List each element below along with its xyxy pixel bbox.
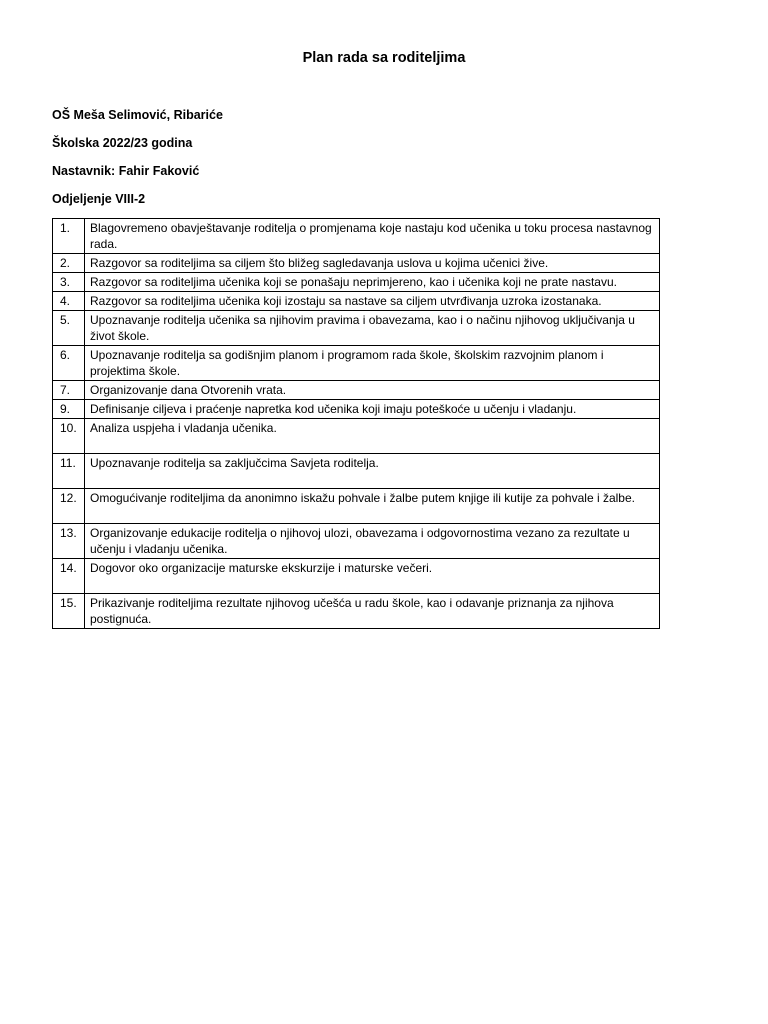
class-name: Odjeljenje VIII-2: [52, 192, 146, 206]
row-text: Dogovor oko organizacije maturske ekskurzije i maturske večeri.: [85, 559, 660, 594]
table-row: [53, 219, 660, 254]
row-text: Omogućivanje roditeljima da anonimno iskažu pohvale i žalbe putem knjige ili kutije za pohvale i žalbe.: [85, 489, 660, 524]
row-text: Razgovor sa roditeljima učenika koji se ponašaju neprimjereno, kao i učenika koji ne prate nastavu.: [85, 273, 660, 292]
row-number: 4.: [53, 292, 85, 311]
row-number: 3.: [53, 273, 85, 292]
school-name: OŠ Meša Selimović, Ribariće: [52, 108, 223, 122]
row-number: 10.: [53, 419, 85, 454]
row-text: Definisanje ciljeva i praćenje napretka kod učenika koji imaju poteškoće u učenju i vladanju.: [85, 400, 660, 419]
table-row: [53, 559, 660, 594]
table-row: [53, 254, 660, 273]
row-number: 5.: [53, 311, 85, 346]
row-text: Analiza uspjeha i vladanja učenika.: [85, 419, 660, 454]
table-row: [53, 419, 660, 454]
table-row: [53, 400, 660, 419]
table-row: [53, 273, 660, 292]
table-row: [53, 346, 660, 381]
row-text: Prikazivanje roditeljima rezultate njihovog učešća u radu škole, kao i odavanje priznanja za njihova postignuća.: [85, 594, 660, 629]
table-row: [53, 454, 660, 489]
table-row: [53, 292, 660, 311]
row-number: 2.: [53, 254, 85, 273]
row-number: 11.: [53, 454, 85, 489]
row-text: Upoznavanje roditelja sa zaključcima Savjeta roditelja.: [85, 454, 660, 489]
row-number: 6.: [53, 346, 85, 381]
table-row: [53, 381, 660, 400]
school-year: Školska 2022/23 godina: [52, 136, 193, 150]
row-number: 1.: [53, 219, 85, 254]
row-text: Razgovor sa roditeljima sa ciljem što bližeg sagledavanja uslova u kojima učenici žive.: [85, 254, 660, 273]
row-text: Razgovor sa roditeljima učenika koji izostaju sa nastave sa ciljem utvrđivanja uzroka izostanaka.: [85, 292, 660, 311]
row-number: 15.: [53, 594, 85, 629]
row-text: Organizovanje dana Otvorenih vrata.: [85, 381, 660, 400]
row-text: Upoznavanje roditelja sa godišnjim planom i programom rada škole, školskim razvojnim planom i projektima škole.: [85, 346, 660, 381]
row-text: Upoznavanje roditelja učenika sa njihovim pravima i obavezama, kao i o načinu njihovog uključivanja u život škole.: [85, 311, 660, 346]
row-text: Organizovanje edukacije roditelja o njihovoj ulozi, obavezama i odgovornostima vezano za rezultate u učenju i vladanju učenika.: [85, 524, 660, 559]
table-row: [53, 524, 660, 559]
row-number: 14.: [53, 559, 85, 594]
table-row: [53, 594, 660, 629]
document-title: Plan rada sa roditeljima: [302, 50, 466, 66]
row-number: 13.: [53, 524, 85, 559]
row-number: 9.: [53, 400, 85, 419]
table-row: [53, 311, 660, 346]
teacher-name: Nastavnik: Fahir Faković: [52, 164, 200, 178]
table-row: [53, 489, 660, 524]
row-number: 12.: [53, 489, 85, 524]
plan-table: [52, 218, 660, 629]
row-number: 7.: [53, 381, 85, 400]
row-text: Blagovremeno obavještavanje roditelja o promjenama koje nastaju kod učenika u toku procesa nastavnog rada.: [85, 219, 660, 254]
